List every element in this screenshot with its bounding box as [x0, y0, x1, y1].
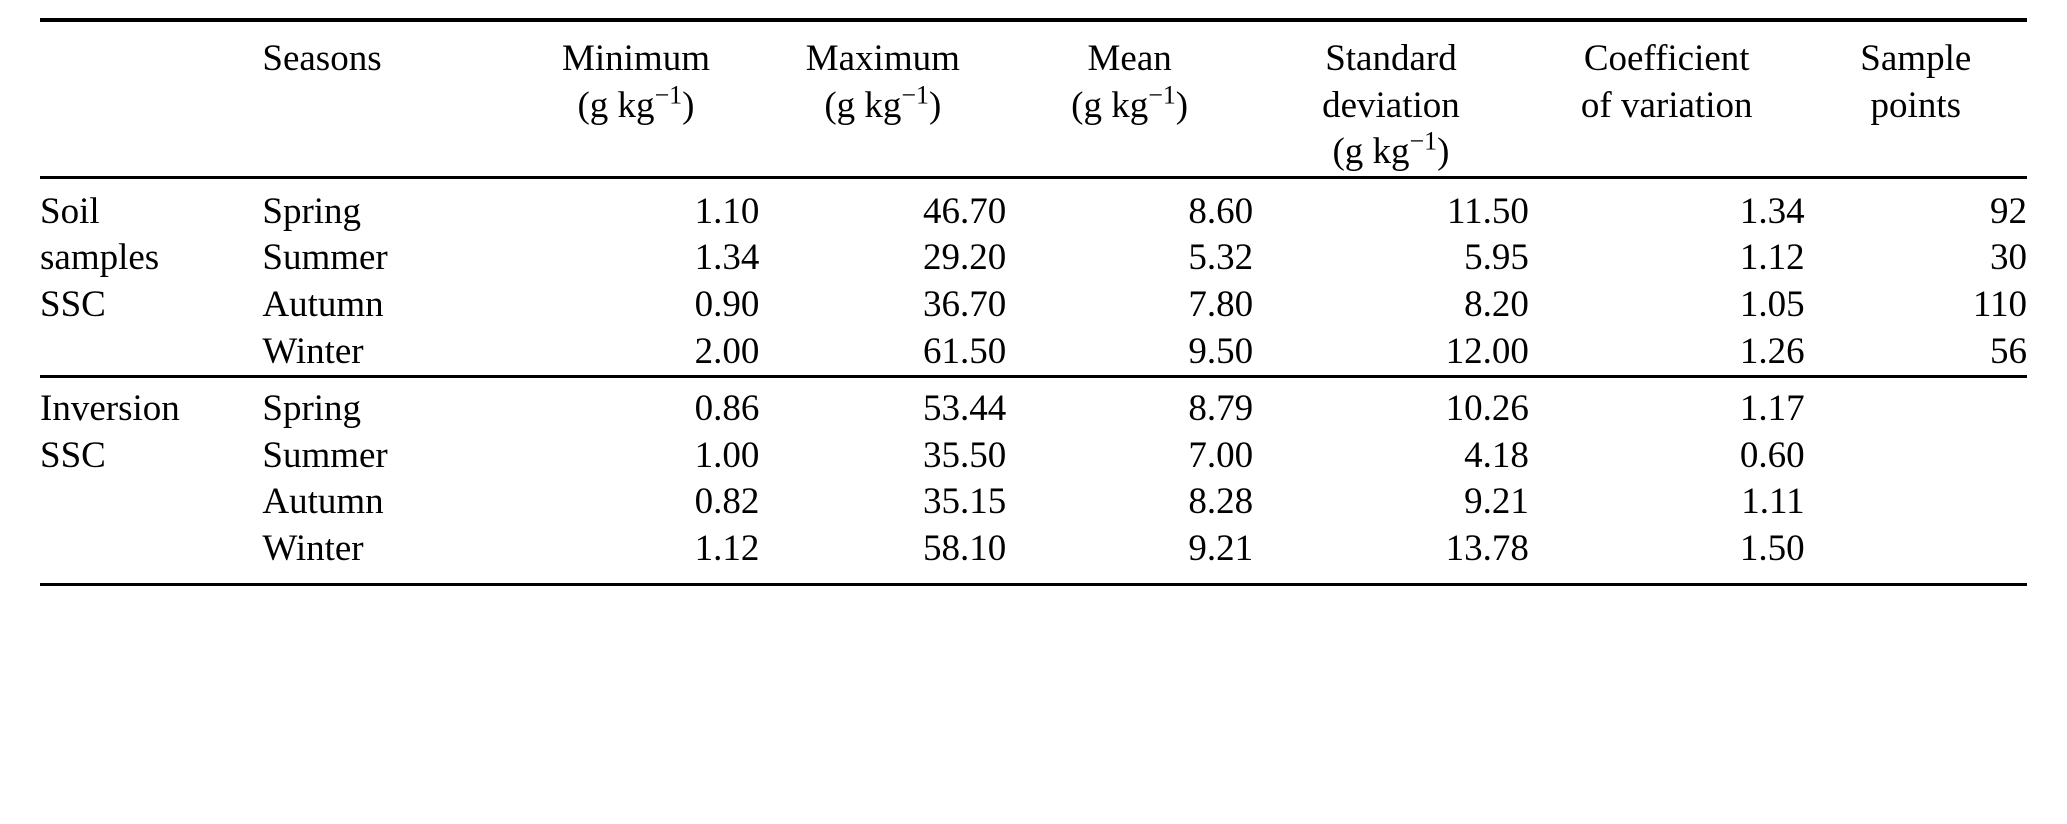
header-group-blank-2	[40, 83, 262, 130]
maximum-cell: 61.50	[922, 330, 1007, 372]
season-cell: Summer	[262, 434, 388, 476]
maximum-cell: 58.10	[922, 528, 1007, 570]
table-row	[40, 479, 2027, 526]
minimum-cell: 1.00	[694, 434, 760, 476]
header-points-line: points	[1870, 84, 1962, 126]
std-cell: 10.26	[1445, 388, 1529, 430]
table-head	[40, 20, 2027, 189]
header-sample-blank	[1805, 129, 2027, 177]
mean-cell: 8.28	[1188, 481, 1254, 523]
header-minimum: Minimum	[561, 38, 710, 79]
header-mean-unit: (g $kg^{-1}$)	[1071, 80, 1189, 126]
table-row	[40, 386, 2027, 433]
top-rule-row	[40, 20, 2027, 36]
header-maximum-blank	[759, 129, 1006, 177]
samples-cell: 56	[1990, 330, 2027, 372]
maximum-cell: 35.15	[922, 481, 1007, 523]
group-label-line	[40, 526, 262, 573]
header-standard-deviation: Standard	[1325, 38, 1457, 79]
table-row	[40, 433, 2027, 480]
samples-cell	[1805, 386, 2027, 433]
table-row	[40, 235, 2027, 282]
mean-cell: 9.50	[1188, 330, 1254, 372]
maximum-cell: 53.44	[922, 388, 1007, 430]
samples-cell: 30	[1990, 237, 2027, 279]
table-body-soil-samples	[40, 189, 2027, 386]
cv-cell: 1.05	[1739, 284, 1805, 326]
section-rule-row	[40, 377, 2027, 387]
table-row	[40, 329, 2027, 377]
std-cell: 13.78	[1445, 528, 1529, 570]
cv-cell: 1.50	[1739, 528, 1805, 570]
header-group-blank	[40, 36, 262, 83]
minimum-cell: 0.86	[694, 388, 760, 430]
table-body-inversion	[40, 386, 2027, 584]
minimum-cell: 1.12	[694, 528, 760, 570]
std-cell: 8.20	[1464, 284, 1529, 326]
std-cell: 11.50	[1446, 190, 1529, 232]
season-cell: Autumn	[262, 284, 384, 326]
cv-cell: 1.26	[1739, 330, 1805, 372]
samples-cell	[1805, 433, 2027, 480]
header-rule-row	[40, 177, 2027, 189]
header-row-2	[40, 83, 2027, 130]
mean-cell: 7.00	[1188, 434, 1254, 476]
cv-cell: 1.11	[1741, 481, 1805, 523]
header-of-variation-line: of variation	[1580, 84, 1753, 126]
maximum-cell: 29.20	[922, 237, 1007, 279]
group-label-line: samples	[40, 237, 160, 279]
header-mean-blank	[1006, 129, 1253, 177]
samples-cell: 92	[1990, 190, 2027, 232]
header-seasons-blank	[262, 129, 512, 177]
statistics-table	[40, 18, 2027, 586]
minimum-cell: 0.82	[694, 481, 760, 523]
header-minimum-blank	[513, 129, 760, 177]
header-sample-points: Sample	[1860, 38, 1972, 79]
std-cell: 9.21	[1464, 481, 1529, 523]
group-label-line: Soil	[40, 190, 100, 232]
header-minimum-unit: (g $kg^{-1}$)	[577, 80, 695, 126]
maximum-cell: 35.50	[922, 434, 1007, 476]
season-cell: Spring	[262, 388, 362, 430]
header-seasons-unit	[262, 83, 512, 130]
std-cell: 4.18	[1464, 434, 1529, 476]
header-row-1	[40, 36, 2027, 83]
minimum-cell: 1.10	[694, 190, 760, 232]
group-label-line: SSC	[40, 284, 106, 326]
samples-cell: 110	[1972, 284, 2027, 326]
bottom-rule-row	[40, 573, 2027, 585]
header-mean: Mean	[1087, 38, 1172, 79]
header-standard-deviation-unit: (g $kg^{-1}$)	[1332, 126, 1450, 173]
minimum-cell: 2.00	[694, 330, 760, 372]
table-row	[40, 526, 2027, 573]
header-coefficient-of-variation: Coefficient	[1583, 38, 1750, 79]
std-cell: 5.95	[1464, 237, 1529, 279]
group-label-line	[40, 479, 262, 526]
group-label-line	[40, 329, 262, 377]
mean-cell: 8.79	[1188, 388, 1254, 430]
mean-cell: 7.80	[1188, 284, 1254, 326]
season-cell: Autumn	[262, 481, 384, 523]
table-row	[40, 189, 2027, 236]
header-row-3	[40, 129, 2027, 177]
season-cell: Summer	[262, 237, 388, 279]
mean-cell: 9.21	[1188, 528, 1254, 570]
header-seasons: Seasons	[262, 38, 382, 79]
season-cell: Winter	[262, 330, 364, 372]
cv-cell: 0.60	[1739, 434, 1805, 476]
group-label-line: SSC	[40, 434, 106, 476]
samples-cell	[1805, 526, 2027, 573]
header-maximum-unit: (g $kg^{-1}$)	[824, 80, 942, 126]
group-label-line: Inversion	[40, 388, 180, 430]
cv-cell: 1.34	[1739, 190, 1805, 232]
season-cell: Winter	[262, 528, 364, 570]
table-row	[40, 282, 2027, 329]
maximum-cell: 36.70	[922, 284, 1007, 326]
cv-cell: 1.12	[1739, 237, 1805, 279]
maximum-cell: 46.70	[922, 190, 1007, 232]
mean-cell: 5.32	[1188, 237, 1254, 279]
mean-cell: 8.60	[1188, 190, 1254, 232]
header-cv-blank	[1529, 129, 1805, 177]
header-maximum: Maximum	[805, 38, 960, 79]
minimum-cell: 0.90	[694, 284, 760, 326]
minimum-cell: 1.34	[694, 237, 760, 279]
cv-cell: 1.17	[1739, 388, 1805, 430]
header-group-blank-3	[40, 129, 262, 177]
std-cell: 12.00	[1445, 330, 1529, 372]
header-deviation-line: deviation	[1322, 84, 1460, 126]
season-cell: Spring	[262, 190, 362, 232]
samples-cell	[1805, 479, 2027, 526]
